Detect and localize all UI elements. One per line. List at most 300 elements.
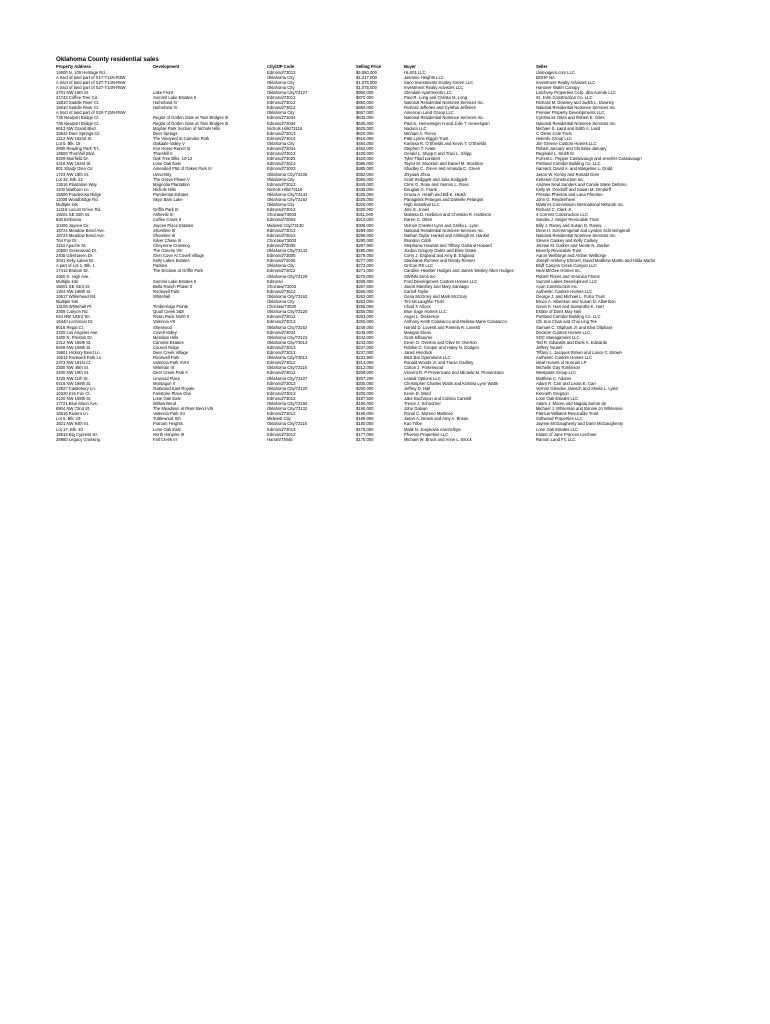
- property-address-cell: 19600 Thornhill Blvd.: [56, 151, 96, 157]
- selling-price-cell: $850,000: [356, 105, 374, 111]
- property-address-cell: 16440 Lochinvar Dr.: [56, 319, 94, 325]
- city-zip-cell: Choctaw/73003: [267, 212, 297, 218]
- development-cell: Putnam Heights: [153, 421, 183, 427]
- seller-cell: BOHP NA: [536, 74, 555, 80]
- seller-cell: Steven Caskey and Kelly Caskey: [536, 237, 598, 243]
- seller-cell: Michelle Gay Tomlinson: [536, 365, 581, 371]
- city-zip-cell: Choctaw/73020: [267, 304, 297, 310]
- buyer-cell: Taylor M. Stockton and Daniel M. Stockton: [404, 161, 483, 167]
- selling-price-cell: $177,000: [356, 431, 374, 437]
- selling-price-cell: $267,600: [356, 283, 374, 289]
- city-zip-cell: Edmond/73005: [267, 253, 296, 259]
- city-zip-cell: Edmond/73013: [267, 319, 296, 325]
- property-address-cell: 28980 Legacy Crossing: [56, 436, 100, 442]
- buyer-cell: Paul K. Hemensigin H and Julie T. Hemesgion: [404, 120, 490, 126]
- seller-cell: Chi Sun Chan and Chui Ling Tee: [536, 319, 597, 325]
- development-cell: Thornhill II: [153, 151, 173, 157]
- city-zip-cell: Oklahoma City: [267, 202, 295, 208]
- buyer-cell: Glendale Apartments LLC: [404, 89, 452, 95]
- seller-cell: Vernon Glenden Janisch and Sheila L. Lyles: [536, 385, 619, 391]
- buyer-cell: Saco Investments Dooley Green LLC: [404, 79, 474, 85]
- city-zip-cell: Edmond/73013: [267, 350, 296, 355]
- development-cell: Camelot Estates: [153, 339, 184, 345]
- selling-price-cell: $310,000: [356, 217, 374, 223]
- column-header-seller: Seller: [536, 64, 548, 70]
- development-cell: Reglar of Gotten Gate at Twin Bridges III: [153, 120, 229, 126]
- development-cell: Iron Horse Ranch III: [153, 146, 191, 151]
- property-address-cell: Lot 17, Blk. 10: [56, 426, 83, 432]
- property-address-cell: 3309 Canyon Rd.: [56, 309, 89, 315]
- property-address-cell: 4701 NW 15th St.: [56, 89, 90, 95]
- city-zip-cell: Edmond/73012: [267, 360, 296, 366]
- city-zip-cell: Edmond/73013: [267, 390, 296, 396]
- buyer-cell: Anthony Keith Colasacco and Melissa Marie Colasacco: [404, 319, 507, 325]
- buyer-cell: Investment Realty Advisors LLC: [404, 84, 464, 90]
- city-zip-cell: Edmond/73013: [267, 151, 296, 157]
- seller-cell: Authentic Custom Homes LLC: [536, 288, 593, 294]
- buyer-cell: Tim McLaughlin Trust: [404, 299, 444, 304]
- seller-cell: Sandra J. Seiger Revocable Trust: [536, 217, 599, 223]
- city-zip-cell: Edmond/73013: [267, 288, 296, 294]
- city-zip-cell: Edmond/73008: [267, 242, 296, 248]
- seller-cell: SOC Management LLC: [536, 334, 580, 340]
- selling-price-cell: $243,000: [356, 339, 374, 345]
- selling-price-cell: $360,000: [356, 176, 374, 182]
- property-address-cell: 3041 Kelly Lakes Dr.: [56, 258, 95, 264]
- development-cell: Fairstone Place One: [153, 390, 192, 396]
- development-cell: Deer Creek Park II: [153, 370, 188, 376]
- development-cell: Rockwell Park: [153, 288, 180, 294]
- city-zip-cell: Oklahoma City/73129: [267, 273, 308, 279]
- city-zip-cell: Nichols Hills/73116: [267, 125, 303, 131]
- selling-price-cell: $306,000: [356, 222, 374, 228]
- city-zip-cell: Oklahoma City/73160: [267, 401, 308, 406]
- selling-price-cell: $279,000: [356, 253, 374, 259]
- selling-price-cell: $5,550,000: [356, 69, 377, 75]
- development-cell: Reglar of Gotten Gate at Twin Bridges III: [153, 115, 229, 121]
- selling-price-cell: $207,200: [356, 375, 374, 381]
- buyer-cell: Phoenix Properties LLC: [404, 431, 449, 437]
- city-zip-cell: Oklahoma City/73142: [267, 248, 308, 253]
- development-cell: Fall Creek III: [153, 436, 177, 442]
- seller-cell: National Residential Nominee Services Inc.: [536, 232, 617, 238]
- buyer-cell: Scott Kilbourne: [404, 334, 433, 340]
- property-address-cell: 8209 NW 159th St.: [56, 344, 92, 350]
- development-cell: Nichols Hills: [153, 186, 176, 192]
- selling-price-cell: $237,000: [356, 344, 374, 350]
- buyer-cell: National Residential Nominee Services Inc.: [404, 227, 485, 233]
- selling-price-cell: $180,000: [356, 421, 374, 427]
- selling-price-cell: $325,000: [356, 197, 374, 202]
- development-cell: University: [153, 171, 172, 177]
- buyer-cell: Gracia A. Heath and Bill K. Heath: [404, 191, 466, 197]
- property-address-cell: 16616 Riviera Ln.: [56, 411, 89, 417]
- property-address-cell: 801 Shady Glen Cir.: [56, 166, 94, 172]
- city-zip-cell: Oklahoma City: [267, 79, 295, 85]
- table-row: [56, 437, 716, 442]
- buyer-cell: B&S Bar Operations LLC: [404, 355, 451, 361]
- seller-cell: Ideal Homes of Norman LP: [536, 360, 587, 366]
- seller-cell: Harvard, David A. and Margeline L. Dodd: [536, 166, 613, 172]
- development-cell: Linwood Place: [153, 375, 181, 381]
- seller-cell: Estate of Jane Frances Lerchner: [536, 431, 597, 437]
- property-address-cell: 6416 NW 169th St.: [56, 380, 92, 386]
- selling-price-cell: $270,000: [356, 273, 374, 279]
- development-cell: The Greens VIII: [153, 248, 183, 253]
- seller-cell: Robert Flores and Veronica Flores: [536, 273, 600, 279]
- city-zip-cell: Edmond/73013: [267, 69, 296, 75]
- property-address-cell: 2312 NW 159th St.: [56, 339, 92, 345]
- selling-price-cell: $197,500: [356, 395, 374, 401]
- seller-cell: Westpoint Group LLC: [536, 370, 577, 376]
- development-cell: Cheyenne Crossing: [153, 242, 190, 248]
- development-cell: The Meadows at River Bend VIII: [153, 406, 214, 412]
- seller-cell: 4 Corners Construction LLC: [536, 212, 588, 218]
- development-cell: Ashevile III: [153, 212, 174, 218]
- property-address-cell: 13108 Whitehall Pl.: [56, 304, 93, 310]
- buyer-cell: Jimi G. Jones: [404, 207, 430, 213]
- property-address-cell: Lot 32, Blk. 12: [56, 176, 83, 182]
- selling-price-cell: $253,000: [356, 314, 374, 320]
- property-address-cell: 8016 Regal Ct.: [56, 324, 84, 330]
- selling-price-cell: $299,000: [356, 232, 374, 238]
- selling-price-cell: $190,000: [356, 401, 374, 406]
- property-address-cell: 14600 N. 105 Heritage Rd.: [56, 69, 106, 75]
- property-address-cell: 1304 NW 168th St.: [56, 288, 92, 294]
- column-header-city-zip: City/ZIP Code: [267, 64, 295, 70]
- buyer-cell: Colton J. Porterwood: [404, 365, 444, 371]
- city-zip-cell: Edmond/73013: [267, 395, 296, 401]
- seller-cell: Hanover Water Canopy: [536, 84, 580, 90]
- buyer-cell: Paul R. Long and Christa M. Long: [404, 95, 468, 100]
- city-zip-cell: Oklahoma City/73120: [267, 309, 308, 315]
- buyer-cell: Jake Buchanan and Catrina Cantrell: [404, 395, 472, 401]
- buyer-cell: Ford Development Custom Homes LLC: [404, 278, 478, 284]
- city-zip-cell: Edmond/73013: [267, 181, 296, 187]
- seller-cell: Bluff Canyon Creek Canyon LLC: [536, 263, 597, 269]
- property-address-cell: 13927 Castlebury Ln.: [56, 385, 96, 391]
- property-address-cell: 3225 NW 11th St.: [56, 375, 89, 381]
- development-cell: Silver Chase III: [153, 237, 182, 243]
- buyer-cell: John Galvan: [404, 406, 428, 412]
- selling-price-cell: $249,000: [356, 324, 374, 330]
- buyer-cell: Shadley C. Green and Amanda C. Green: [404, 166, 481, 172]
- buyer-cell: Ronald Woods Jr. and Tracie Gadlety: [404, 360, 474, 366]
- city-zip-cell: Oklahoma City/73122: [267, 334, 308, 340]
- selling-price-cell: $213,000: [356, 360, 374, 366]
- seller-cell: Larchvey Properties Corp. dba Aurride LLC: [536, 89, 617, 95]
- property-address-cell: 17721 Blue Moon Ave.: [56, 401, 99, 406]
- buyer-cell: Kevin O. Overton and Olive M. Overton: [404, 339, 477, 345]
- seller-cell: Preston Phenton and Lana Phenton: [536, 191, 603, 197]
- buyer-cell: Patti Lynne Riggin Trust: [404, 135, 449, 141]
- property-address-cell: 1723 NW 18th St.: [56, 171, 90, 177]
- city-zip-cell: Oklahoma City: [267, 74, 295, 80]
- selling-price-cell: $245,000: [356, 329, 374, 335]
- selling-price-cell: $250,000: [356, 319, 374, 325]
- buyer-cell: Gerald L. Shipp II and Traci L. Shipp: [404, 151, 472, 157]
- seller-cell: Robert January and Christina January: [536, 146, 607, 151]
- city-zip-cell: Oklahoma City: [267, 84, 295, 90]
- development-cell: Covell Valley: [153, 329, 177, 335]
- selling-price-cell: $244,000: [356, 334, 374, 340]
- development-cell: Whitehall: [153, 293, 171, 299]
- property-address-cell: 18724 Meadow Bend Ave.: [56, 227, 105, 233]
- property-address-cell: A tract of land part of S17-T11N-R3W: [56, 74, 126, 80]
- property-address-cell: 1154 Apache St.: [56, 242, 87, 248]
- selling-price-cell: $320,000: [356, 207, 374, 213]
- seller-cell: Jason W. Kenny and Ronald Gore: [536, 171, 600, 177]
- buyer-cell: Vernon Chester Lynn and Grella L. Lynn: [404, 222, 479, 228]
- seller-cell: Bruce A. Albertson and Susan D. Albertson: [536, 299, 616, 304]
- property-address-cell: 13616 Plantation Way: [56, 181, 97, 187]
- property-address-cell: 16810 Saddle River Ct.: [56, 100, 100, 106]
- buyer-cell: Stephanie Howard and Tiffany Garland Howard: [404, 242, 492, 248]
- city-zip-cell: Edmond/73012: [267, 268, 296, 274]
- seller-cell: Drew H. Schmemgerall and Lyndon Schmemgerall: [536, 227, 630, 233]
- selling-price-cell: $200,000: [356, 390, 374, 396]
- city-zip-cell: Edmond/73012: [267, 135, 296, 141]
- development-cell: Lone Oak East: [153, 426, 181, 432]
- seller-cell: Cynthia M. Giles and Robert E. Giles: [536, 115, 605, 121]
- seller-cell: Lone Oak Estates LLC: [536, 426, 579, 432]
- city-zip-cell: Oklahoma City/73120: [267, 385, 308, 391]
- buyer-cell: SWINN Sons Inc.: [404, 273, 437, 279]
- seller-cell: George J. and Michael L. Fulco Trust: [536, 293, 605, 299]
- city-zip-cell: Edmond/73003: [267, 217, 296, 223]
- property-address-cell: Multiple lots: [56, 299, 79, 304]
- selling-price-cell: $325,000: [356, 202, 374, 208]
- city-zip-cell: Edmond/73025: [267, 258, 296, 264]
- development-cell: Meridian Hills: [153, 334, 179, 340]
- development-cell: Bella Ranch Phase II: [153, 283, 193, 289]
- selling-price-cell: $667,000: [356, 110, 374, 116]
- property-address-cell: 764 Fox Dr.: [56, 237, 78, 243]
- city-zip-cell: Nichols Hills/73116: [267, 186, 303, 192]
- development-cell: Valencia Park XII: [153, 411, 185, 417]
- selling-price-cell: $325,000: [356, 191, 374, 197]
- buyer-cell: High Industrial LLC: [404, 202, 440, 208]
- development-cell: Council Ridge: [153, 344, 180, 350]
- city-zip-cell: Midwest City: [267, 416, 291, 422]
- seller-cell: Richard M. Downey and Judith L. Downey: [536, 100, 614, 106]
- seller-cell: National Residential Nominee Services Inc.: [536, 105, 617, 111]
- seller-cell: Lone Oak Estates LLC: [536, 395, 579, 401]
- seller-cell: Andrew Neal Sanders and Camile Marie Dettrino: [536, 181, 627, 187]
- selling-price-cell: $625,000: [356, 125, 374, 131]
- city-zip-cell: Choctaw/73003: [267, 283, 297, 289]
- buyer-cell: Blue Sage Homes LLC: [404, 309, 447, 315]
- property-address-cell: 33644 Deer Springs Cir.: [56, 130, 101, 136]
- buyer-cell: Corry J. England and Amy B. England: [404, 253, 475, 259]
- development-cell: Summit Lake Estates II: [153, 95, 197, 100]
- development-cell: Shoreline III: [153, 232, 176, 238]
- property-address-cell: 924 NW 183rd Ter.: [56, 314, 91, 320]
- development-cell: Rockwell Park: [153, 355, 180, 361]
- seller-cell: Samuel C. Oliphant Jr. and Elva Oliphant: [536, 324, 613, 330]
- selling-price-cell: $255,000: [356, 309, 374, 315]
- seller-cell: Michael J. Whiteman and Bonnie Jo Whiteman: [536, 406, 623, 412]
- selling-price-cell: $385,000: [356, 166, 374, 172]
- seller-cell: Richard C. Clark Jr.: [536, 207, 573, 213]
- city-zip-cell: Edmond/73013: [267, 130, 296, 136]
- buyer-cell: Tyler Thad Lambert: [404, 156, 441, 162]
- city-zip-cell: Edmond/73034: [267, 329, 296, 335]
- property-address-cell: 2405 Glenhaven Dr.: [56, 253, 94, 259]
- buyer-cell: Caroline Heather Hodges and James Wesley Allen Hodges: [404, 268, 514, 274]
- selling-price-cell: $256,000: [356, 304, 374, 310]
- selling-price-cell: $232,900: [356, 355, 374, 361]
- buyer-cell: Jared Hendrick: [404, 350, 433, 355]
- buyer-cell: Carroll Taylor: [404, 288, 429, 294]
- property-address-cell: A tract of land part of S27-T14N-R5W: [56, 79, 126, 85]
- buyer-cell: Marissa D. Harbison and Christian R. Harbison: [404, 212, 492, 218]
- buyer-cell: Stephen T. Avant: [404, 146, 436, 151]
- seller-cell: Jaymie McGaughenty and Darin McGaughenty: [536, 421, 624, 427]
- selling-price-cell: $1,075,000: [356, 84, 377, 90]
- selling-price-cell: $273,000: [356, 263, 374, 269]
- seller-cell: Jeffery Yousef: [536, 344, 563, 350]
- selling-price-cell: $385,000: [356, 161, 374, 167]
- selling-price-cell: $620,000: [356, 130, 374, 136]
- property-address-cell: 1100 Marlboro Ln.: [56, 186, 90, 192]
- city-zip-cell: Edmond/73013: [267, 227, 296, 233]
- buyer-cell: Kao Tribe: [404, 421, 422, 427]
- seller-cell: Holenfo Group LLC: [536, 135, 573, 141]
- city-zip-cell: Edmond/73013: [267, 161, 296, 167]
- seller-cell: Ramon Land FC LLC: [536, 436, 576, 442]
- buyer-cell: Leasal Options LLC: [404, 375, 441, 381]
- seller-cell: Kelly W. Orndorff and Susan M. Orndorff: [536, 186, 612, 192]
- property-address-cell: 10405 Jaycee Cir.: [56, 222, 90, 228]
- selling-price-cell: $635,000: [356, 115, 374, 121]
- development-cell: Montague II: [153, 380, 176, 386]
- selling-price-cell: $290,000: [356, 237, 374, 243]
- buyer-cell: Chris G. Rose and Yasmin L. Rose: [404, 181, 469, 187]
- city-zip-cell: Oklahoma City/73162: [267, 197, 308, 202]
- development-cell: Wileman III: [153, 365, 174, 371]
- buyer-cell: Kevin D. Ward: [404, 390, 431, 396]
- seller-cell: Dockom Custom Homes LLC: [536, 329, 591, 335]
- selling-price-cell: $190,000: [356, 406, 374, 412]
- property-address-cell: 2600 Reading Park Trl.,: [56, 146, 100, 151]
- column-header-property-address: Property Address: [56, 64, 91, 70]
- buyer-cell: Gena McGrory and Mark McCrory: [404, 293, 468, 299]
- buyer-cell: OnCue RE LLC: [404, 263, 434, 269]
- development-cell: North Ironpine III: [153, 431, 185, 437]
- buyer-cell: National Residential Nominee Services Inc.: [404, 100, 485, 106]
- city-zip-cell: Edmond/73012: [267, 314, 296, 320]
- development-cell: Amended Plat of Oakes Park III: [153, 166, 212, 172]
- selling-price-cell: $900,000: [356, 89, 374, 95]
- buyer-cell: Michael A. Pierce: [404, 130, 437, 136]
- city-zip-cell: Oklahoma City/73118: [267, 421, 307, 427]
- property-address-cell: 16001 SE 43rd St.: [56, 283, 91, 289]
- city-zip-cell: Choctaw/73003: [267, 237, 297, 243]
- seller-cell: Investment Realty Advisors LLC: [536, 79, 596, 85]
- property-address-cell: 6613 NW Grand Blvd.: [56, 125, 97, 131]
- development-cell: Summit Lake Estates II: [153, 278, 197, 284]
- property-address-cell: 11008 Woodbridge Rd.: [56, 197, 99, 202]
- buyer-cell: American Land Group LLC: [404, 110, 454, 116]
- column-header-buyer: Buyer: [404, 64, 416, 70]
- property-address-cell: 4300 S. High Ave.: [56, 273, 90, 279]
- development-cell: Lone Oak East: [153, 161, 181, 167]
- selling-price-cell: $335,000: [356, 186, 374, 192]
- selling-price-cell: $311,000: [356, 212, 374, 218]
- property-address-cell: A tract of land part of S27-T14N-R5W: [56, 84, 126, 90]
- seller-cell: Gavin K. Hart and Samantha K. Hart: [536, 304, 604, 310]
- property-address-cell: Lot 5, Blk. 19: [56, 416, 81, 422]
- buyer-cell: National Residential Nominee Services Inc.: [404, 115, 485, 121]
- document-title: Oklahoma County residential sales: [56, 56, 159, 63]
- buyer-cell: Ronal C. Moreno Martinez: [404, 411, 453, 417]
- selling-price-cell: $430,000: [356, 151, 374, 157]
- seller-cell: Premier Property Developments LLC: [536, 110, 605, 116]
- property-address-cell: Lot 5, Blk. 18: [56, 140, 81, 146]
- development-cell: Kelly Lakes Estates: [153, 258, 190, 264]
- selling-price-cell: $189,000: [356, 416, 374, 422]
- seller-cell: Kettener Construction Inc.: [536, 176, 585, 182]
- selling-price-cell: $265,000: [356, 288, 374, 294]
- seller-cell: Martini's Commission International Network Inc.: [536, 202, 625, 208]
- property-address-cell: A tract of land part of S20-T15N-R5W: [56, 110, 126, 116]
- property-address-cell: 4100 NW 159th St.: [56, 395, 92, 401]
- city-zip-cell: Oklahoma City: [267, 263, 295, 269]
- city-zip-cell: Edmond/73013: [267, 232, 296, 238]
- city-zip-cell: Edmond/73012: [267, 370, 296, 376]
- buyer-cell: Nathan Taylor Hankel and Ashleigh M. Hankel: [404, 232, 490, 238]
- selling-price-cell: $484,000: [356, 140, 374, 146]
- buyer-cell: Chad T. Allcox: [404, 304, 431, 310]
- property-address-cell: 11416 Locust Grove Rd.: [56, 207, 102, 213]
- buyer-cell: Kanissa R. O'Shields and Kevin T. O'Shields: [404, 140, 487, 146]
- buyer-cell: Trevor J. Schnorrier: [404, 401, 441, 406]
- property-address-cell: A part of Lot 1, Blk. 1: [56, 263, 95, 269]
- property-address-cell: 18619 Big Cypress Dr.: [56, 431, 98, 437]
- buyer-cell: Nadura LLC: [404, 125, 427, 131]
- selling-price-cell: $287,900: [356, 242, 374, 248]
- seller-cell: Kenneth Gregson: [536, 390, 569, 396]
- development-cell: Tuttlewood Sth: [153, 416, 181, 422]
- city-zip-cell: Edmond/73013: [267, 344, 296, 350]
- city-zip-cell: Oklahoma City/73118: [267, 365, 307, 371]
- buyer-cell: Richard Jefferies and Cynthia Jefferies: [404, 105, 476, 111]
- buyer-cell: Jason A. Brown and Amy A. Brown: [404, 416, 469, 422]
- buyer-cell: Harold D. Lovestt and Pamela R. Lovestt: [404, 324, 480, 330]
- development-cell: The Enclave at Griffin Park: [153, 268, 203, 274]
- development-cell: The Vineyard at Camden Park: [153, 135, 210, 141]
- seller-cell: Adam R. Carr and Laura E. Carr: [536, 380, 597, 386]
- selling-price-cell: $1,217,000: [356, 74, 377, 80]
- property-address-cell: 6209 Muirfield Dr.: [56, 156, 89, 162]
- city-zip-cell: Edmond/73013: [267, 380, 296, 386]
- development-cell: Oakwood East Royale: [153, 385, 195, 391]
- city-zip-cell: Oklahoma City/73142: [267, 191, 308, 197]
- seller-cell: Forrest L. Pepper Cassavaugn and Jennifer Cassavaugn: [536, 156, 642, 162]
- buyer-cell: Jhiyaani Zhou: [404, 171, 431, 177]
- seller-cell: Jim Greene Custom Homes LLC: [536, 140, 597, 146]
- buyer-cell: Jeffrey D. Hall: [404, 385, 431, 391]
- development-cell: Willow Bend: [153, 401, 177, 406]
- property-address-cell: 735 Newport Bridge Ct.: [56, 115, 100, 121]
- city-zip-cell: Edmond/73013: [267, 426, 296, 432]
- city-zip-cell: Oklahoma City: [267, 176, 295, 182]
- development-cell: Valencia VII: [153, 319, 176, 325]
- development-cell: Magnolia Plantation: [153, 181, 190, 187]
- selling-price-cell: $382,000: [356, 171, 374, 177]
- buyer-cell: Michael W. Brock and Anne L. Brock: [404, 436, 472, 442]
